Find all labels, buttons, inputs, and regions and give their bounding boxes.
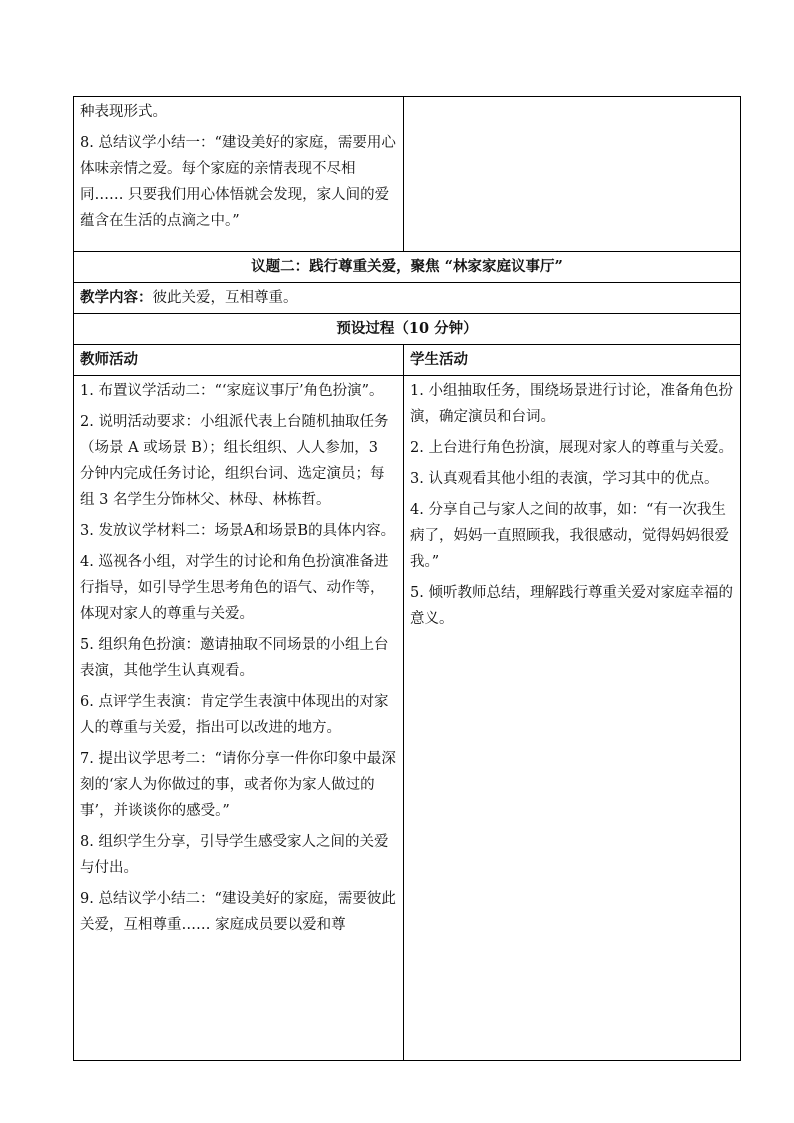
teacher-activity-item: 7. 提出议学思考二：“请你分享一件你印象中最深刻的‘家人为你做过的事，或者你为家人做过的事’，并谈谈你的感受。” [80, 751, 396, 819]
teacher-activity-header: 教师活动 [74, 345, 404, 376]
teacher-activity-item: 1. 布置议学活动二：“‘家庭议事厅’角色扮演”。 [80, 383, 384, 399]
table-row-section1 [74, 97, 741, 252]
teacher-activity-cell-section1 [74, 97, 404, 252]
student-activity-item: 4. 分享自己与家人之间的故事，如：“有一次我生病了，妈妈一直照顾我，我很感动，觉得妈妈很爱我。” [410, 502, 729, 570]
student-activity-cell [404, 376, 741, 1061]
table-row-activities [74, 376, 741, 1061]
table-row-headers [74, 345, 741, 376]
lesson-plan-table [73, 96, 741, 1061]
table-row-topic [74, 252, 741, 283]
teacher-activity-item: 5. 组织角色扮演：邀请抽取不同场景的小组上台表演，其他学生认真观看。 [80, 637, 389, 679]
table-row-content [74, 283, 741, 314]
table-row-process [74, 314, 741, 345]
process-title: 预设过程（10 分钟） [74, 314, 741, 345]
student-activity-item: 3. 认真观看其他小组的表演，学习其中的优点。 [410, 471, 719, 487]
teaching-content-text: 彼此关爱，互相尊重。 [152, 290, 298, 306]
student-activity-item: 1. 小组抽取任务，围绕场景进行讨论，准备角色扮演，确定演员和台词。 [410, 383, 733, 425]
student-activity-cell-section1 [404, 97, 741, 252]
teacher-activity-item: 8. 组织学生分享，引导学生感受家人之间的关爱与付出。 [80, 834, 389, 876]
topic-title: 议题二：践行尊重关爱，聚焦 “林家家庭议事厅” [74, 252, 741, 283]
teacher-activity-item: 2. 说明活动要求：小组派代表上台随机抽取任务（场景 A 或场景 B）；组长组织、人人参加，3 分钟内完成任务讨论，组织台词、选定演员；每组 3 名学生分饰林父、林母、林栋哲。 [80, 414, 389, 508]
student-activity-item: 2. 上台进行角色扮演，展现对家人的尊重与关爱。 [410, 440, 733, 456]
teacher-activity-item: 4. 巡视各小组，对学生的讨论和角色扮演准备进行指导，如引导学生思考角色的语气、动作等，体现对家人的尊重与关爱。 [80, 554, 389, 622]
teaching-content-label: 教学内容： [80, 289, 153, 306]
teacher-activity-item: 种表现形式。 [80, 104, 167, 120]
student-activity-item: 5. 倾听教师总结，理解践行尊重关爱对家庭幸福的意义。 [410, 585, 733, 627]
teacher-activity-item: 8. 总结议学小结一：“建设美好的家庭，需要用心体味亲情之爱。每个家庭的亲情表现不尽相同…… 只要我们用心体悟就会发现，家人间的爱蕴含在生活的点滴之中。” [80, 135, 396, 229]
student-activity-header: 学生活动 [404, 345, 741, 376]
teacher-activity-item: 6. 点评学生表演：肯定学生表演中体现出的对家人的尊重与关爱，指出可以改进的地方。 [80, 694, 389, 736]
teacher-activity-cell [74, 376, 404, 1061]
teacher-activity-item: 3. 发放议学材料二：场景A和场景B的具体内容。 [80, 523, 396, 539]
teaching-content [74, 283, 741, 314]
teacher-activity-item: 9. 总结议学小结二：“建设美好的家庭，需要彼此关爱，互相尊重…… 家庭成员要以爱和尊 [80, 891, 396, 933]
